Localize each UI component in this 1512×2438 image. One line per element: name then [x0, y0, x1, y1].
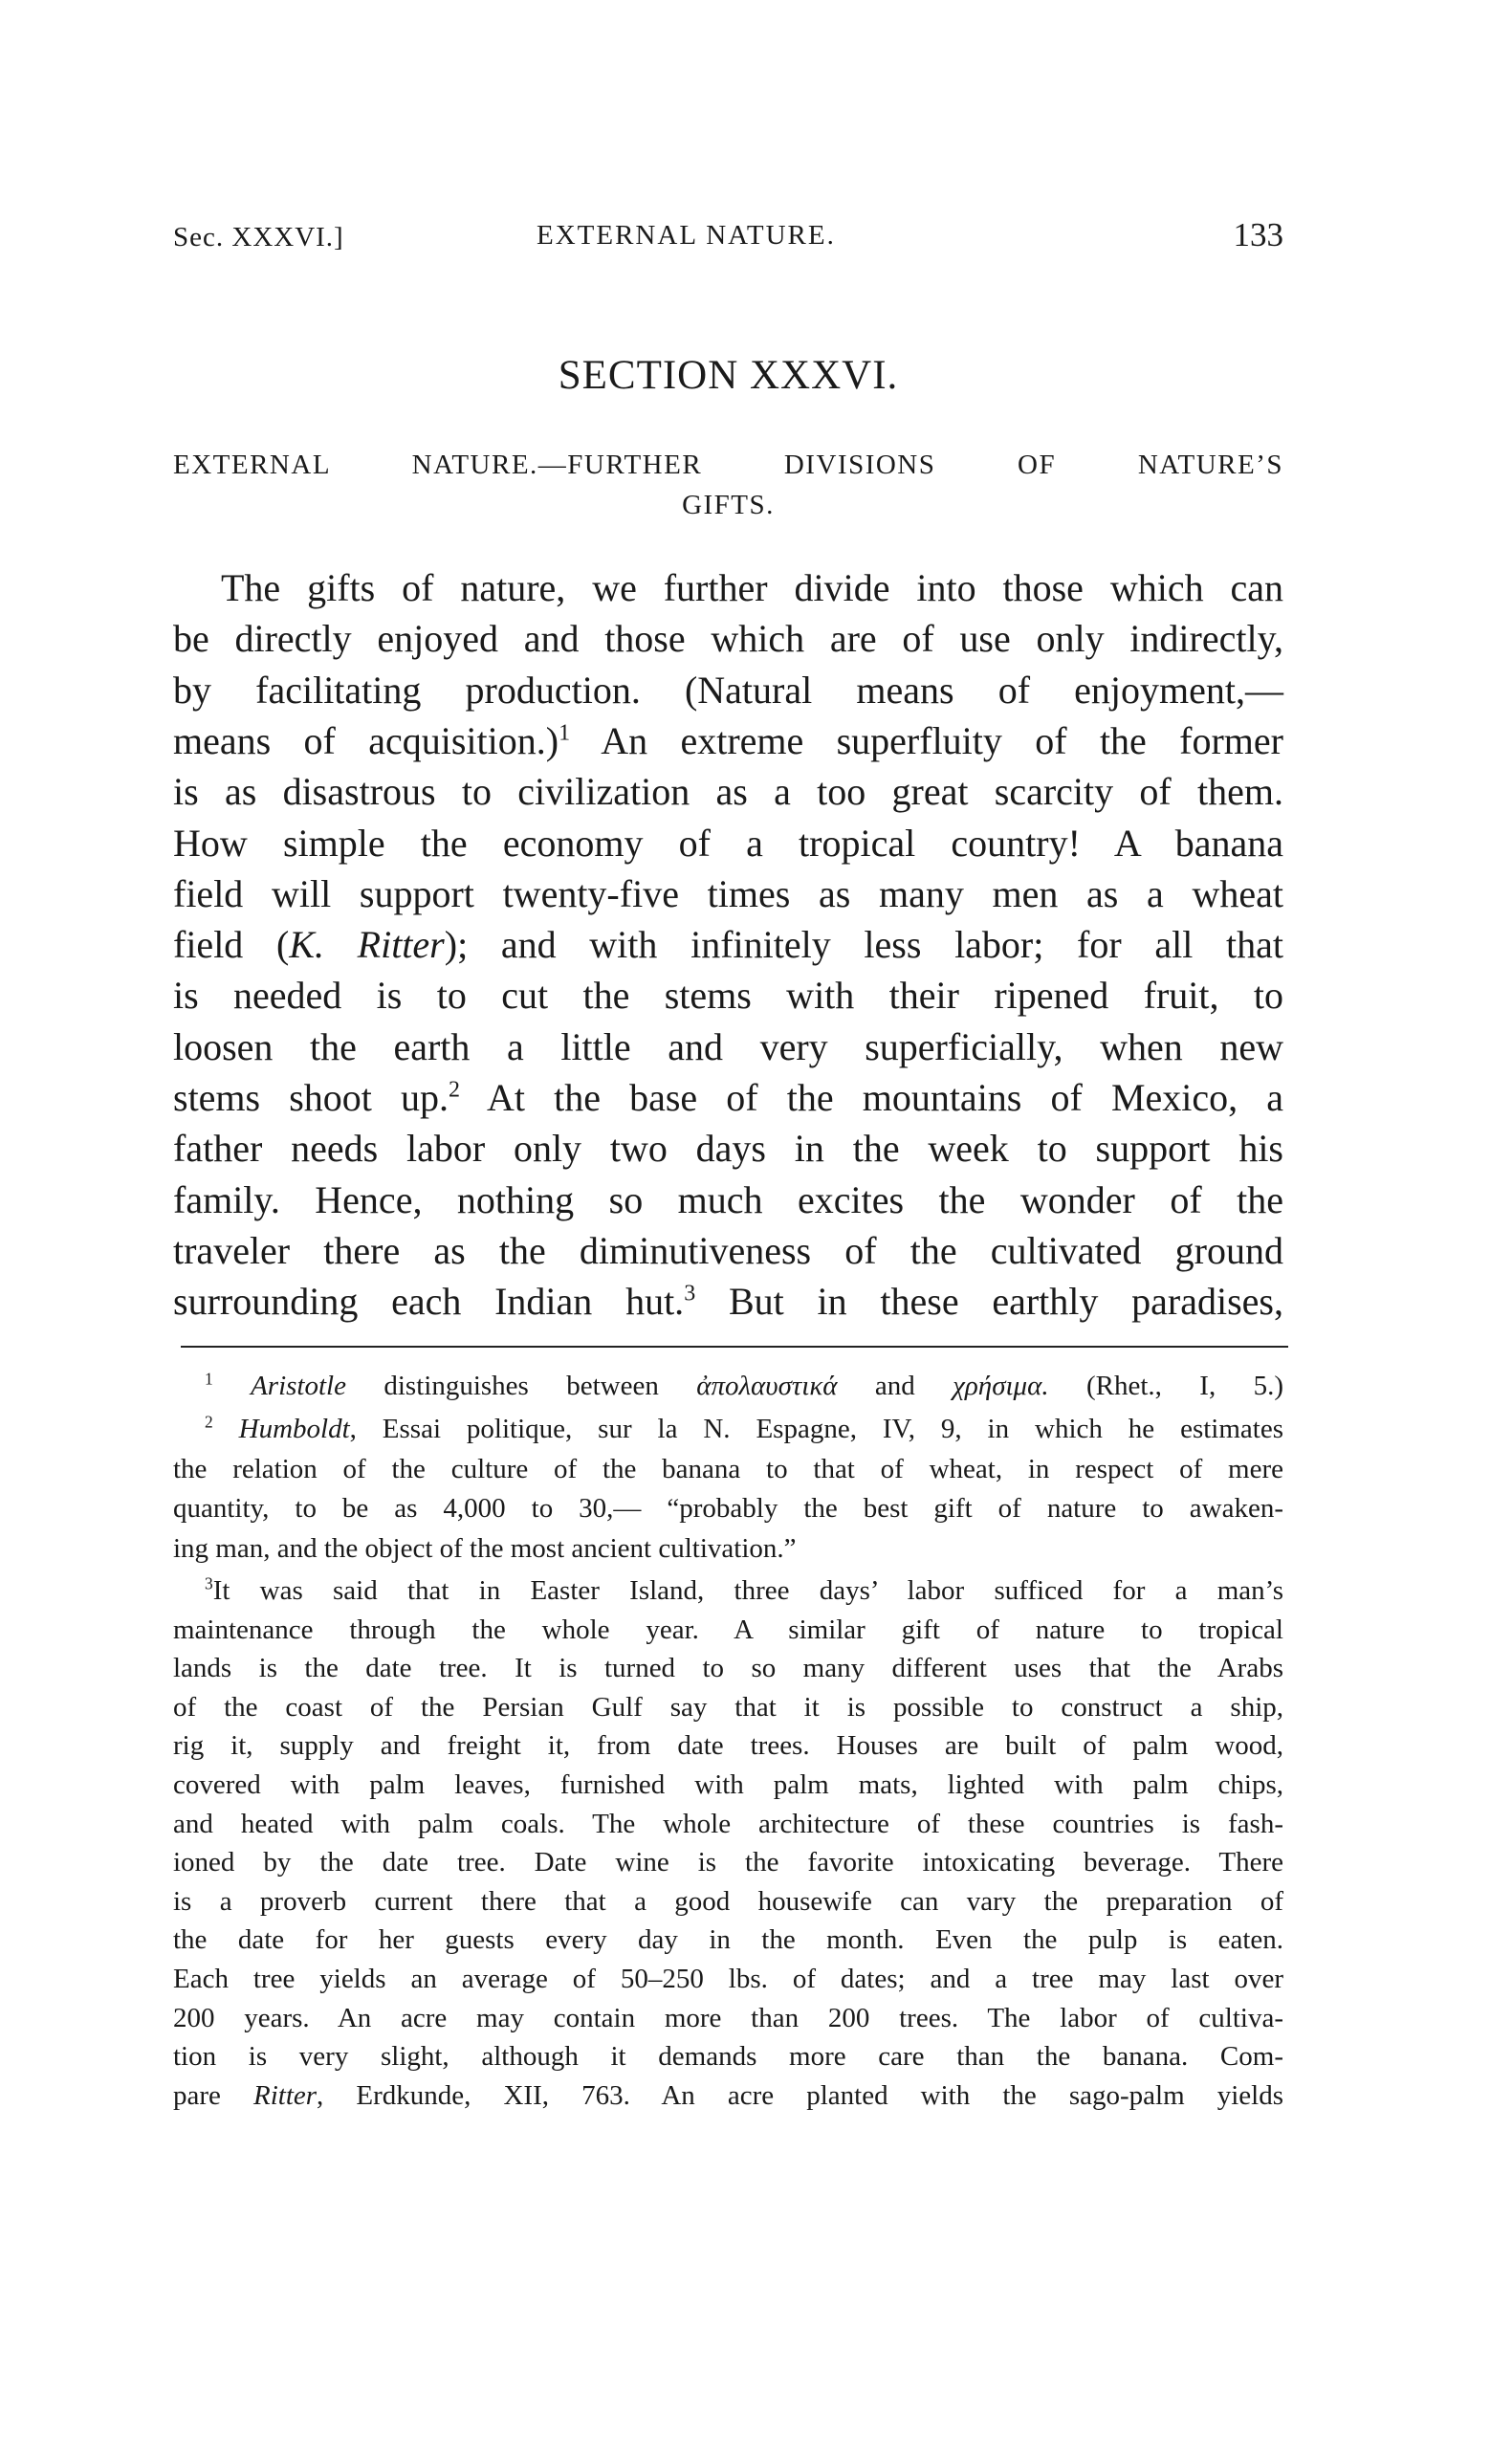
text-run: field ( [173, 923, 290, 967]
text-run: An extreme superfluity of the former [570, 718, 1283, 762]
footnote-2-line [173, 1489, 1283, 1528]
text-run: lands is the date tree. It is turned to so many different uses that the Arabs [173, 1653, 1283, 1684]
body-line [173, 613, 1283, 664]
body-line [173, 766, 1283, 817]
text-run: 200 years. An acre may contain more than 200 trees. The labor of cultiva- [173, 2002, 1283, 2033]
text-run: is needed is to cut the stems with their ripened fruit, to [173, 974, 1283, 1018]
footnote-3-line [173, 1688, 1283, 1727]
text-run: father needs labor only two days in the week to support his [173, 1127, 1283, 1171]
footnote-3-line [173, 1882, 1283, 1922]
footnote-marker: 1 [559, 720, 571, 746]
text-run: field will support twenty-five times as many men as a wheat [173, 871, 1283, 915]
footnote-marker: 2 [205, 1412, 213, 1432]
footnote-3-line [173, 1843, 1283, 1882]
text-run: of the coast of the Persian Gulf say that it is possible to construct a ship, [173, 1691, 1283, 1723]
text-run: ioned by the date tree. Date wine is the favorite intoxicating beverage. There [173, 1847, 1283, 1878]
footnote-3-line [173, 1649, 1283, 1688]
section-subtitle-line-1: EXTERNAL NATURE.—FURTHER DIVISIONS OF NATURE’S [173, 450, 1283, 480]
footnote-3-line [173, 1726, 1283, 1766]
footnote-3-line [173, 1766, 1283, 1805]
text-run: But in these earthly paradises, [695, 1280, 1283, 1324]
running-head-title: EXTERNAL NATURE. [537, 220, 836, 251]
footnote-3-line [173, 2037, 1283, 2076]
body-line [173, 1123, 1283, 1174]
footnote-3-line [173, 1921, 1283, 1960]
text-run: It was said that in Easter Island, three days’ labor sufficed for a man’s [212, 1575, 1283, 1606]
text-run: by facilitating production. (Natural means of enjoyment,— [173, 668, 1283, 712]
text-run: traveler there as the diminutiveness of the cultivated ground [173, 1228, 1283, 1272]
italic-text: Humboldt [238, 1414, 350, 1444]
text-run: be directly enjoyed and those which are of use only indirectly, [173, 617, 1283, 661]
text-run: , Essai politique, sur la N. Espagne, IV, 9, in which he estimates [349, 1414, 1284, 1444]
footnote-3-line [173, 1999, 1283, 2038]
body-line [173, 919, 1283, 970]
text-run: and heated with palm coals. The whole architecture of these countries is fash- [173, 1808, 1283, 1839]
body-line [173, 868, 1283, 919]
text-run: quantity, to be as 4,000 to 30,— “probably the best gift of nature to awaken- [173, 1493, 1283, 1524]
section-subtitle-line-2: GIFTS. [682, 490, 775, 520]
text-run: rig it, supply and freight it, from date trees. Houses are built of palm wood, [173, 1730, 1283, 1762]
footnote-marker: 3 [684, 1281, 696, 1307]
text-run: and [837, 1371, 953, 1401]
body-line [221, 562, 1283, 613]
text-run: is a proverb current there that a good housewife can vary the preparation of [173, 1885, 1283, 1917]
footnote-2-line [173, 1450, 1283, 1489]
text-run: covered with palm leaves, furnished with palm mats, lighted with palm chips, [173, 1769, 1283, 1800]
text-run: At the base of the mountains of Mexico, a [460, 1076, 1284, 1119]
text-run: ing man, and the object of the most ancient cultivation.” [173, 1532, 797, 1564]
body-line [173, 818, 1283, 868]
footnote-marker: 2 [449, 1077, 461, 1103]
footnote-3-line [173, 2076, 1283, 2116]
running-head [173, 216, 1283, 258]
italic-text: Aristotle [251, 1371, 346, 1401]
text-run: distinguishes between [345, 1371, 697, 1401]
text-run: is as disastrous to civilization as a too great scarcity of them. [173, 770, 1283, 814]
body-line [173, 1276, 1283, 1327]
text-run: loosen the earth a little and very superficially, when new [173, 1024, 1283, 1068]
text-run: family. Hence, nothing so much excites the wonder of the [173, 1177, 1283, 1221]
footnote-3-line [205, 1571, 1283, 1611]
text-run: surrounding each Indian hut. [173, 1280, 685, 1324]
footnote-3-line [173, 1960, 1283, 1999]
page-number: 133 [1233, 216, 1283, 253]
section-title: SECTION XXXVI. [558, 353, 899, 398]
text-run: the date for her guests every day in the month. Even the pulp is eaten. [173, 1924, 1283, 1956]
footnote-2-line [205, 1410, 1283, 1449]
text-run: Each tree yields an average of 50–250 lbs. of dates; and a tree may last over [173, 1964, 1283, 1994]
text-run: The gifts of nature, we further divide into those which can [221, 566, 1283, 609]
body-line [173, 1021, 1283, 1072]
footnote-marker: 1 [205, 1369, 213, 1389]
text-run: How simple the economy of a tropical country! A banana [173, 821, 1283, 865]
text-run: maintenance through the whole year. A similar gift of nature to tropical [173, 1614, 1283, 1645]
body-line [173, 1175, 1283, 1225]
footnote-3-line [173, 1611, 1283, 1650]
footnote-rule [181, 1346, 1288, 1348]
body-line [173, 1072, 1283, 1123]
footnote-3-line [173, 1805, 1283, 1844]
italic-text: K. Ritter [289, 923, 445, 967]
text-run: stems shoot up. [173, 1076, 449, 1119]
italic-text: Ritter [253, 2079, 318, 2111]
text-run: (Rhet., I, 5.) [1048, 1371, 1283, 1401]
text-run: means of acquisition.) [173, 718, 559, 762]
footnote-marker: 3 [205, 1573, 213, 1593]
italic-text: ἀπολαυστικά [696, 1371, 838, 1401]
text-run: pare [173, 2079, 253, 2111]
text-run: tion is very slight, although it demands more care than the banana. Com- [173, 2041, 1283, 2073]
footnote-1-line [205, 1367, 1283, 1406]
italic-text: χρήσιμα. [953, 1371, 1049, 1401]
running-head-section: Sec. XXXVI.] [173, 222, 344, 253]
text-run: the relation of the culture of the banana to that of wheat, in respect of mere [173, 1453, 1283, 1484]
text-run [213, 1414, 239, 1444]
body-line [173, 970, 1283, 1021]
footnote-2-line [173, 1529, 1283, 1569]
body-line [173, 665, 1283, 715]
body-line [173, 1225, 1283, 1276]
text-run: ); and with infinitely less labor; for all that [444, 923, 1283, 967]
text-run: , Erdkunde, XII, 763. An acre planted with the sago-palm yields [317, 2079, 1284, 2111]
text-run [213, 1371, 251, 1401]
body-line [173, 715, 1283, 766]
